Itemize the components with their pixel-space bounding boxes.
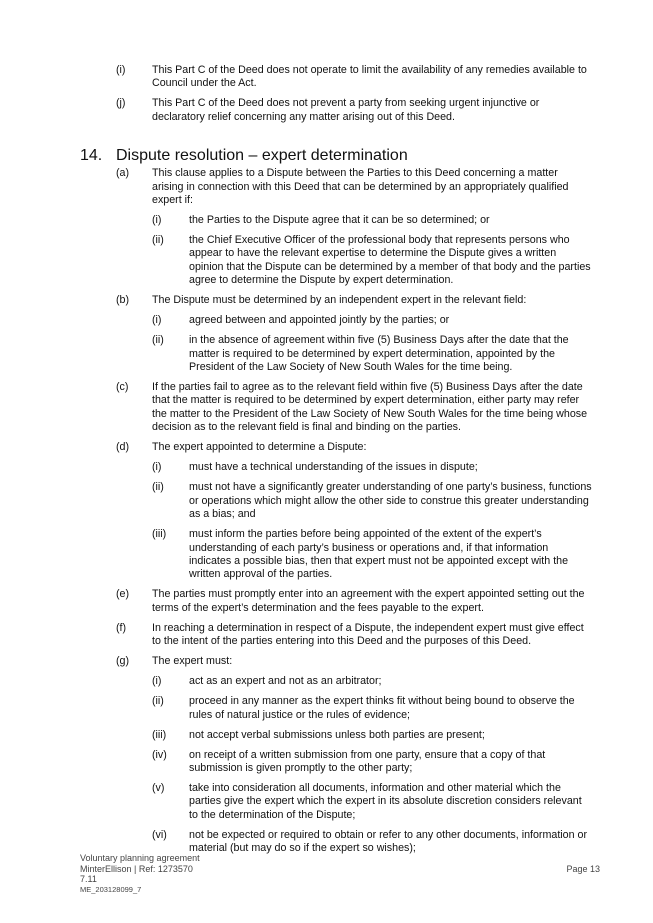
clause-number: (i) — [152, 675, 162, 688]
clause-heading — [0, 147, 653, 165]
document-body — [0, 64, 653, 862]
clause-number: (ii) — [152, 234, 164, 247]
clause-text: The Dispute must be determined by an independent expert in the relevant field: — [152, 294, 527, 307]
clause-number: (i) — [152, 214, 162, 227]
clause-text: not be expected or required to obtain or refer to any other documents, information or material (but may do so if the expert so wishes); — [189, 828, 588, 855]
clause-text: in the absence of agreement within five (5) Business Days after the date that the matter is required to be determined by expert determination, appointed by the President of the Law Society of New South Wales for the time being. — [189, 334, 569, 374]
clause-paragraph — [0, 749, 592, 776]
clause-number: (g) — [116, 655, 130, 668]
clause-text: The parties must promptly enter into an agreement with the expert appointed setting out the terms of the expert’s determination and the fees payable to the expert. — [152, 588, 585, 614]
clause-text: take into consideration all documents, information and other material which the parties give the expert which the expert in its absolute discretion considers relevant to the determination of the Dispute; — [189, 781, 582, 821]
clause-number: (i) — [152, 314, 162, 327]
clause-number: (vi) — [152, 828, 167, 841]
clause-text: If the parties fail to agree as to the relevant field within five (5) Business Days after the date that the matter is required to be determined by expert determination, either party may refer the matter to the President of the Law Society of New South Wales for the time being whose decision as to the relevant field is final and binding on the parties. — [152, 381, 588, 434]
clause-paragraph — [0, 64, 592, 91]
clause-paragraph — [0, 334, 592, 374]
clause-text: on receipt of a written submission from one party, ensure that a copy of that submission is given promptly to the other party; — [189, 748, 546, 774]
clause-text: not accept verbal submissions unless both parties are present; — [189, 728, 485, 741]
clause-number: (f) — [116, 621, 127, 634]
clause-paragraph — [0, 441, 592, 454]
footer-ref: MinterEllison | Ref: 1273570 — [80, 863, 193, 874]
clause-text: This Part C of the Deed does not operate to limit the availability of any remedies available to Council under the Act. — [152, 64, 587, 90]
clause-paragraph — [0, 461, 592, 474]
clause-number: (ii) — [152, 695, 164, 708]
clause-number: (a) — [116, 167, 130, 180]
clause-paragraph — [0, 829, 592, 856]
clause-paragraph — [0, 381, 592, 435]
clause-number: (e) — [116, 588, 130, 601]
clause-text: The expert must: — [152, 655, 233, 668]
clause-paragraph — [0, 675, 592, 688]
clause-paragraph — [0, 167, 592, 207]
clause-paragraph — [0, 481, 592, 521]
clause-paragraph — [0, 622, 592, 649]
clause-number: 14. — [80, 147, 103, 165]
clause-number: (iv) — [152, 748, 167, 761]
clause-text: must not have a significantly greater understanding of one party’s business, functions or operations which might allow the other side to construe this greater understanding as a bias; and — [189, 481, 592, 521]
clause-paragraph — [0, 97, 592, 124]
clause-number: (ii) — [152, 481, 164, 494]
heading-text: Dispute resolution – expert determination — [116, 147, 408, 165]
clause-text: the Parties to the Dispute agree that it can be so determined; or — [189, 214, 490, 227]
clause-text: must have a technical understanding of the issues in dispute; — [189, 461, 478, 474]
footer-doc-id: ME_203128099_7 — [80, 884, 142, 894]
clause-text: This clause applies to a Dispute between the Parties to this Deed concerning a matter arising in connection with this Deed that can be determined by an appropriately qualified expert if: — [152, 167, 569, 207]
clause-paragraph — [0, 655, 592, 668]
clause-number: (iii) — [152, 528, 167, 541]
clause-text: the Chief Executive Officer of the professional body that represents persons who appear to have the relevant expertise to determine the Dispute gives a written opinion that the Dispute can be determined by a member of that body and the parties agree to determine the Dispute by expert determination. — [189, 234, 591, 287]
clause-text: agreed between and appointed jointly by the parties; or — [189, 314, 450, 327]
clause-text: act as an expert and not as an arbitrator; — [189, 675, 382, 688]
clause-paragraph — [0, 695, 592, 722]
clause-paragraph — [0, 214, 592, 227]
clause-text: In reaching a determination in respect of a Dispute, the independent expert must give effect to the intent of the parties entering into this Deed and the purposes of this Deed. — [152, 621, 584, 648]
page-footer — [80, 853, 600, 895]
clause-number: (d) — [116, 441, 130, 454]
clause-number: (j) — [116, 97, 126, 110]
clause-number: (iii) — [152, 728, 167, 741]
clause-number: (v) — [152, 781, 165, 794]
clause-number: (i) — [152, 461, 162, 474]
clause-text: proceed in any manner as the expert thinks fit without being bound to observe the rules of natural justice or the rules of evidence; — [189, 695, 575, 721]
footer-title: Voluntary planning agreement — [80, 853, 200, 863]
clause-paragraph — [0, 729, 592, 742]
page-number: Page 13 — [566, 863, 600, 874]
clause-paragraph — [0, 588, 592, 615]
clause-paragraph — [0, 528, 592, 582]
clause-number: (ii) — [152, 334, 164, 347]
clause-paragraph — [0, 234, 592, 288]
clause-text: must inform the parties before being appointed of the extent of the expert’s understanding of each party’s business or operations and, if that information indicates a possible bias, then that expert must not be appointed except with the written approval of the parties. — [189, 528, 569, 581]
footer-version: 7.11 — [80, 874, 97, 884]
clause-text: This Part C of the Deed does not prevent a party from seeking urgent injunctive or declaratory relief concerning any matter arising out of this Deed. — [152, 97, 540, 123]
clause-number: (i) — [116, 64, 126, 76]
clause-text: The expert appointed to determine a Dispute: — [152, 441, 367, 454]
clause-paragraph — [0, 294, 592, 307]
clause-number: (b) — [116, 294, 130, 307]
clause-paragraph — [0, 782, 592, 822]
clause-number: (c) — [116, 381, 129, 394]
clause-paragraph — [0, 314, 592, 327]
